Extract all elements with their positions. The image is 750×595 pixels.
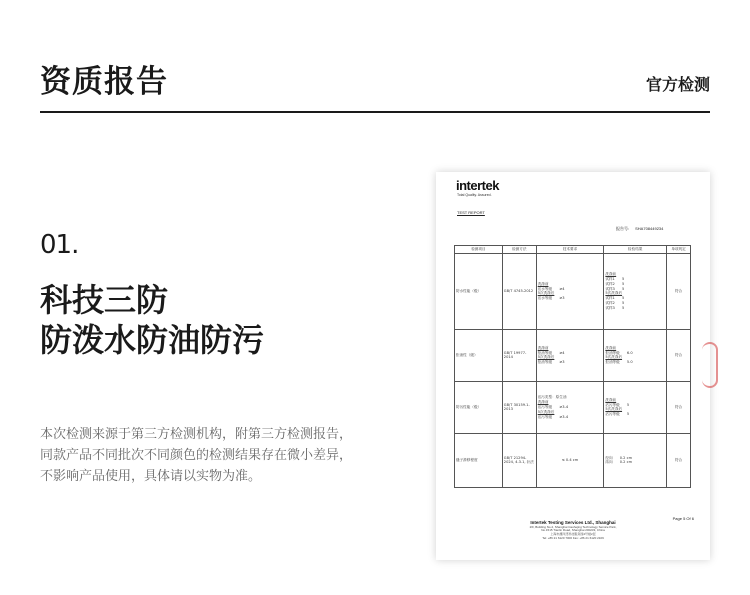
test-method: GB/T 19977-2014 (502, 329, 536, 381)
verdict: 符合 (667, 433, 691, 487)
req-line: 拒油等级 ≥3 (537, 360, 565, 365)
req-line: 5次洗涤后 (537, 291, 555, 296)
result-line: 纬向 0.2 cm (605, 460, 633, 465)
table-header-cell: 技术要求 (536, 246, 604, 254)
req-line: ≤ 0.4 cm (561, 457, 579, 462)
headline-line-2: 防泼水防油防污 (40, 321, 265, 359)
requirements (536, 381, 604, 433)
address-line: 上海市漕河泾科技服务园4号楼2层 (550, 532, 596, 537)
test-method: GB/T 30159.1-2013 (502, 381, 536, 433)
result-line: 试样3 5 (605, 305, 625, 310)
test-report-document (436, 172, 710, 560)
description-line-3: 不影响产品使用，具体请以实物为准。 (40, 469, 262, 484)
req-line: 沾水等级 ≥3 (537, 296, 565, 301)
req-line: 沾污等级 ≥3-4 (537, 404, 569, 409)
header-divider (40, 111, 710, 113)
test-item: 拒油性（级） (455, 329, 503, 381)
result-line: 试样3 5 (605, 286, 625, 291)
verdict: 符合 (667, 381, 691, 433)
section-headline (40, 280, 264, 360)
req-line: 沾污类型：原生油 (537, 395, 567, 400)
result-line: 5次洗涤后 (605, 291, 623, 296)
test-method: GB/T 4745-2012 (502, 253, 536, 329)
results (604, 433, 667, 487)
result-line: 试样1 5 (605, 296, 625, 301)
results (604, 253, 667, 329)
table-row (455, 329, 691, 381)
result-line: 洗涤前 (605, 397, 617, 402)
address-line: 2/F, Building No.4, Shanghai Caohejing Technology Service Park, (529, 524, 617, 529)
table-header-cell: 检测项目 (455, 246, 503, 254)
table-header-cell: 检测方法 (502, 246, 536, 254)
req-line: 拒油等级 ≥4 (537, 350, 565, 355)
table-header-row (455, 246, 691, 254)
result-line: 拒油等级 5.0 (605, 360, 633, 365)
result-line: 试样2 5 (605, 301, 625, 306)
req-line: 5次洗涤后 (537, 355, 555, 360)
results (604, 329, 667, 381)
table-row (455, 433, 691, 487)
req-line: 洗涤前 (537, 281, 549, 286)
req-line: 沾水等级 ≥4 (537, 286, 565, 291)
result-line: 试样2 5 (605, 281, 625, 286)
req-line: 洗涤前 (537, 345, 549, 350)
description-line-2: 同款产品不同批次不同颜色的检测结果存在微小差异， (40, 448, 353, 463)
result-line: 洗涤前 (605, 271, 617, 276)
headline-line-1: 科技三防 (40, 281, 169, 319)
test-method: GB/T 21294-2024, 4.3.1, 针法 (502, 433, 536, 487)
req-line: 洗涤前 (537, 400, 549, 405)
verdict: 符合 (667, 329, 691, 381)
table-row (455, 381, 691, 433)
description-line-1: 本次检测来源于第三方检测机构，附第三方检测报告， (40, 427, 353, 442)
table-row (455, 253, 691, 329)
test-item: 缝子滑移程度 (455, 433, 503, 487)
test-item: 防污性能（级） (455, 381, 503, 433)
requirements (536, 329, 604, 381)
result-line: 沾污等级 5 (605, 412, 630, 417)
report-number-value: SHA708449234 (635, 226, 664, 231)
address-line: No.1515 Tianlin Road, Shanghai 200233, China (541, 528, 605, 533)
result-line: 经向 0.2 cm (605, 455, 633, 460)
req-line: 沾污等级 ≥3-4 (537, 414, 569, 419)
results (604, 381, 667, 433)
requirements (536, 433, 604, 487)
page-title: 资质报告 (40, 64, 168, 100)
result-line: 沾污等级 5 (605, 402, 630, 407)
report-number (616, 226, 663, 232)
result-line: 拒油等级 6.0 (605, 350, 633, 355)
report-number-label: 报告号: (616, 226, 630, 231)
results-table (454, 245, 691, 488)
test-report-label: TEST REPORT (457, 210, 485, 215)
section-number: 01. (40, 230, 79, 260)
test-item: 防水性能（级） (455, 253, 503, 329)
result-line: 5次洗涤后 (605, 407, 623, 412)
requirements (536, 253, 604, 329)
address-line: Tel: +86 21 6120 7000 Fax: +86 21 6120 2109 (542, 535, 604, 540)
company-name: Intertek Testing Services Ltd., Shanghai (530, 520, 616, 525)
section-description (40, 424, 370, 487)
table-header-cell: 检验结果 (604, 246, 667, 254)
result-line: 试样1 5 (605, 276, 625, 281)
official-test-label: 官方检测 (645, 75, 710, 94)
page-number: Page 5 Of 6 (672, 516, 694, 521)
req-line: 5次洗涤后 (537, 409, 555, 414)
result-line: 5次洗涤后 (605, 355, 623, 360)
report-footer (436, 520, 710, 541)
table-header-cell: 单项判定 (667, 246, 691, 254)
result-line: 洗涤前 (605, 345, 617, 350)
red-seal-stamp (702, 342, 718, 388)
intertek-logo: intertek (456, 178, 499, 193)
logo-tagline: Total Quality. Assured. (457, 193, 492, 197)
verdict: 符合 (667, 253, 691, 329)
